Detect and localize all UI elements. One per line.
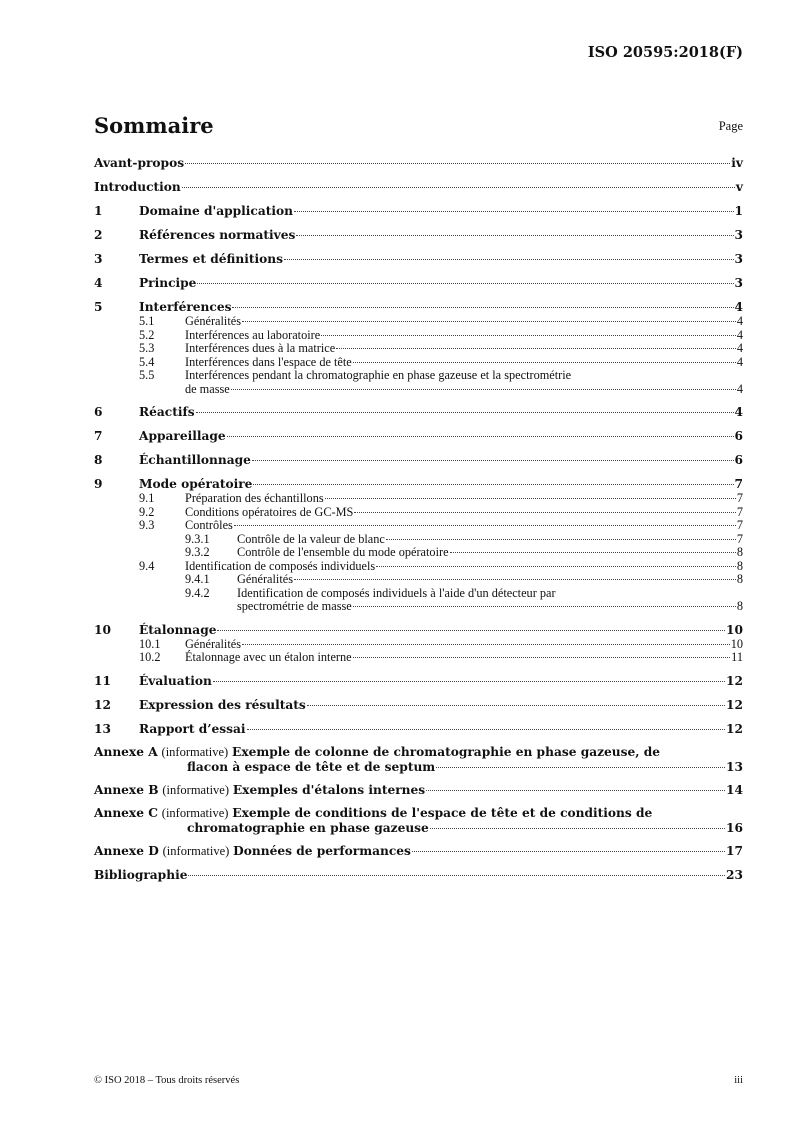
toc-entry-annex-c[interactable]: Annexe C (informative) Exemple de conditions de l'espace de tête et de conditions de chromatographie en phase gazeuse 16 bbox=[94, 805, 743, 835]
toc-entry-9-4-1[interactable]: 9.4.1 Généralités 8 bbox=[185, 572, 743, 586]
toc-entry-9-3-1[interactable]: 9.3.1 Contrôle de la valeur de blanc 7 bbox=[185, 531, 743, 546]
toc-entry-avant-propos[interactable]: Avant-propos iv bbox=[94, 156, 743, 170]
toc-entry-8[interactable]: 8 Échantillonnage 6 bbox=[94, 453, 743, 467]
page-column-label: Page bbox=[718, 119, 743, 133]
toc-entry-9[interactable]: 9 Mode opératoire 7 bbox=[94, 477, 743, 491]
toc-entry-9-4-2-line2: spectrométrie de masse bbox=[237, 599, 352, 613]
toc-entry-5-1[interactable]: 5.1 Généralités 4 bbox=[139, 314, 743, 328]
toc-entry-9-1[interactable]: 9.1 Préparation des échantillons 7 bbox=[139, 491, 743, 505]
toc-entry-7[interactable]: 7 Appareillage 6 bbox=[94, 429, 743, 443]
toc-entry-2[interactable]: 2 Références normatives 3 bbox=[94, 228, 743, 242]
toc-entry-5-3[interactable]: 5.3 Interférences dues à la matrice 4 bbox=[139, 341, 743, 355]
toc-entry-5-5-line1: Interférences pendant la chromatographie en phase gazeuse et la spectrométrie bbox=[185, 368, 572, 382]
toc-entry-3[interactable]: 3 Termes et définitions 3 bbox=[94, 252, 743, 266]
toc-entry-9-3[interactable]: 9.3 Contrôles 7 bbox=[139, 518, 743, 532]
footer-page-number: iii bbox=[734, 1075, 743, 1086]
toc-entry-6[interactable]: 6 Réactifs 4 bbox=[94, 405, 743, 419]
toc-entry-introduction[interactable]: Introduction v bbox=[94, 180, 743, 194]
footer-copyright: © ISO 2018 – Tous droits réservés bbox=[94, 1075, 240, 1086]
toc-entry-5-5[interactable]: 5.5 Interférences pendant la chromatographie en phase gazeuse et la spectrométrie de masse 4 bbox=[139, 368, 743, 396]
toc-entry-9-2[interactable]: 9.2 Conditions opératoires de GC-MS 7 bbox=[139, 504, 743, 519]
toc-entry-5-4[interactable]: 5.4 Interférences dans l'espace de tête 4 bbox=[139, 354, 743, 369]
toc-entry-9-4-2-line1: Identification de composés individuels à l'aide d'un détecteur par bbox=[237, 585, 556, 600]
table-of-contents bbox=[94, 155, 743, 883]
toc-entry-5-5-line2: de masse bbox=[185, 381, 230, 396]
toc-entry-12[interactable]: 12 Expression des résultats 12 bbox=[94, 697, 743, 712]
toc-entry-9-4[interactable]: 9.4 Identification de composés individuels 8 bbox=[139, 558, 743, 573]
toc-entry-annex-d[interactable]: Annexe D (informative) Données de performances 17 bbox=[94, 843, 743, 858]
toc-entry-13[interactable]: 13 Rapport d’essai 12 bbox=[94, 721, 743, 736]
document-id: ISO 20595:2018(F) bbox=[587, 44, 743, 61]
toc-entry-10-2[interactable]: 10.2 Étalonnage avec un étalon interne 11 bbox=[139, 650, 743, 664]
toc-entry-4[interactable]: 4 Principe 3 bbox=[94, 276, 743, 290]
toc-entry-5-2[interactable]: 5.2 Interférences au laboratoire 4 bbox=[139, 327, 743, 342]
toc-entry-10-1[interactable]: 10.1 Généralités 10 bbox=[139, 636, 743, 651]
toc-entry-9-3-2[interactable]: 9.3.2 Contrôle de l'ensemble du mode opératoire 8 bbox=[185, 545, 743, 559]
toc-entry-1[interactable]: 1 Domaine d'application 1 bbox=[94, 204, 743, 218]
toc-entry-5[interactable]: 5 Interférences 4 bbox=[94, 300, 743, 314]
toc-title: Sommaire bbox=[94, 113, 214, 138]
toc-entry-bibliographie[interactable]: Bibliographie 23 bbox=[94, 867, 743, 882]
toc-entry-9-4-2[interactable]: 9.4.2 Identification de composés individuels à l'aide d'un détecteur par spectrométrie de masse 8 bbox=[185, 585, 743, 613]
toc-entry-annex-b[interactable]: Annexe B (informative) Exemples d'étalons internes 14 bbox=[94, 782, 743, 797]
toc-entry-11[interactable]: 11 Évaluation 12 bbox=[94, 673, 743, 688]
toc-entry-10[interactable]: 10 Étalonnage 10 bbox=[94, 622, 743, 637]
toc-entry-annex-a[interactable]: Annexe A (informative) Exemple de colonne de chromatographie en phase gazeuse, de flacon à espace de tête et de septum 13 bbox=[94, 744, 743, 774]
